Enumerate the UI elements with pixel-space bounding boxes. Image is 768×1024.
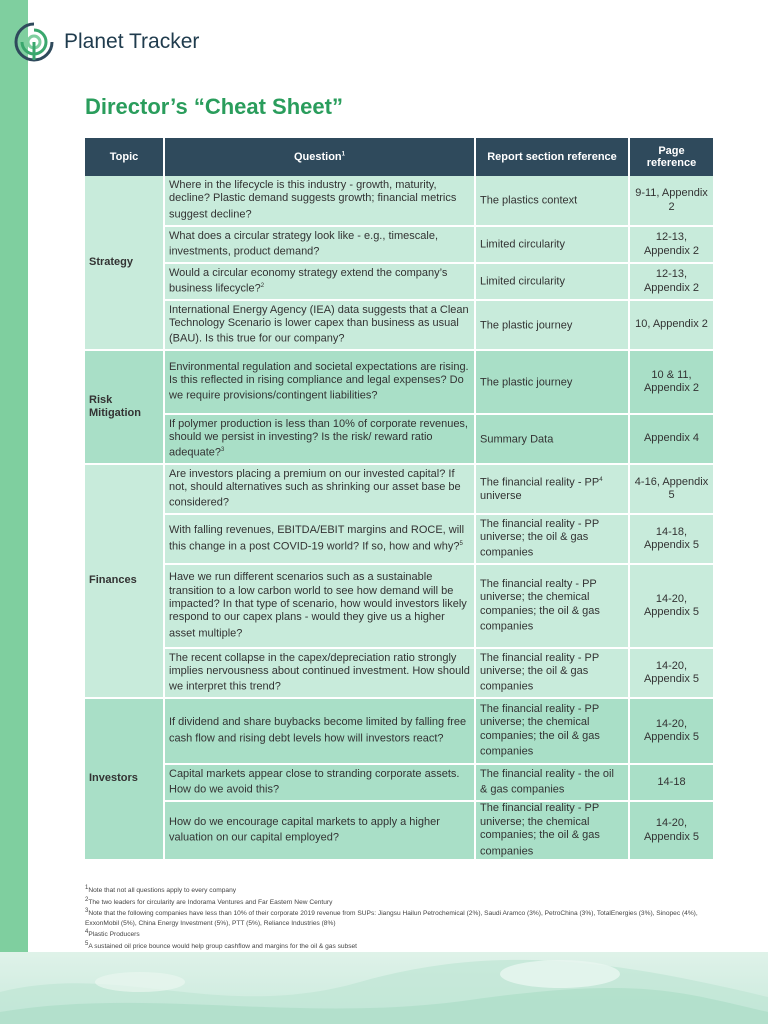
question-text: How do we encourage capital markets to apply a higher valuation on our capital employed? bbox=[169, 815, 440, 844]
page-cell: 14-20, Appendix 5 bbox=[629, 801, 713, 860]
topic-cell: Investors bbox=[85, 698, 164, 860]
cheat-sheet-table bbox=[85, 138, 713, 861]
planet-tracker-logo-icon bbox=[12, 20, 56, 64]
page-cell: 9-11, Appendix 2 bbox=[629, 176, 713, 226]
question-cell bbox=[164, 514, 475, 564]
page-cell: 10, Appendix 2 bbox=[629, 300, 713, 350]
report-text: Limited circularity bbox=[480, 276, 565, 289]
question-text: Where in the lifecycle is this industry - growth, maturity, decline? Plastic demand suggests growth; financial metrics suggest decline? bbox=[169, 179, 457, 221]
question-text: If dividend and share buybacks become limited by falling free cash flow and rising debt levels how will investors react? bbox=[169, 716, 467, 745]
footnote bbox=[85, 928, 725, 940]
header-question-note: 1 bbox=[341, 151, 345, 158]
report-text: The financial reality - the oil & gas companies bbox=[480, 767, 614, 796]
report-cell bbox=[475, 176, 629, 226]
report-cell bbox=[475, 514, 629, 564]
question-cell bbox=[164, 226, 475, 263]
report-cell bbox=[475, 300, 629, 350]
table-row bbox=[85, 514, 713, 564]
question-cell bbox=[164, 801, 475, 860]
header-question-label: Question bbox=[293, 151, 342, 163]
report-text: The financial reality - PP universe; the oil & gas companies bbox=[480, 651, 600, 694]
footnote-text: Note that not all questions apply to every company bbox=[88, 887, 237, 895]
question-text: With falling revenues, EBITDA/EBIT margins and ROCE, will this change in a post COVID-19 world? If so, how and why? bbox=[169, 524, 465, 553]
question-cell bbox=[164, 263, 475, 300]
bottom-decorative-strip bbox=[0, 952, 768, 1024]
report-cell bbox=[475, 648, 629, 698]
report-cell bbox=[475, 464, 629, 514]
report-cell bbox=[475, 263, 629, 300]
question-cell bbox=[164, 564, 475, 648]
topic-cell: Strategy bbox=[85, 176, 164, 350]
page-cell: 12-13, Appendix 2 bbox=[629, 226, 713, 263]
table-row bbox=[85, 176, 713, 226]
question-text: If polymer production is less than 10% of corporate revenues, should we persist in investing? Is the risk/ reward ratio adequate? bbox=[169, 417, 468, 460]
question-text: International Energy Agency (IEA) data suggests that a Clean Technology Scenario is lower capex than business as usual (BAU). Is this true for our company? bbox=[169, 303, 469, 346]
report-text: The plastics context bbox=[480, 195, 578, 208]
header-question bbox=[164, 138, 475, 176]
page-cell: 12-13, Appendix 2 bbox=[629, 263, 713, 300]
footnote-text: A sustained oil price bounce would help group cashflow and margins for the oil & gas subset bbox=[88, 942, 358, 950]
page-cell: 14-20, Appendix 5 bbox=[629, 648, 713, 698]
table-row bbox=[85, 414, 713, 464]
footnotes bbox=[85, 884, 725, 951]
page-cell: 10 & 11, Appendix 2 bbox=[629, 350, 713, 414]
question-text: Would a circular economy strategy extend the company’s business lifecycle? bbox=[169, 266, 448, 295]
question-cell bbox=[164, 648, 475, 698]
page-cell: 14-20, Appendix 5 bbox=[629, 564, 713, 648]
question-text: The recent collapse in the capex/depreciation ratio strongly implies nervousness about continued investment. How should we interpret this trend? bbox=[169, 651, 470, 694]
footnote-text: Plastic Producers bbox=[88, 931, 140, 939]
table-row bbox=[85, 764, 713, 801]
question-text: Environmental regulation and societal expectations are rising. Is this reflected in rising compliance and legal expenses? Do we require provisions/contingent liabilities? bbox=[169, 360, 469, 403]
report-cell bbox=[475, 414, 629, 464]
question-text: Have we run different scenarios such as a sustainable transition to a low carbon world to see how demand will be impacted? In that type of scenario, how would investors likely respond to our capex plans - would they give us a higher asset multiple? bbox=[169, 571, 467, 640]
page-title: Director’s “Cheat Sheet” bbox=[85, 94, 343, 119]
report-text: Summary Data bbox=[480, 433, 554, 446]
table-row bbox=[85, 564, 713, 648]
question-cell bbox=[164, 176, 475, 226]
report-cell bbox=[475, 226, 629, 263]
footnote-text: The two leaders for circularity are Indorama Ventures and Far Eastern New Century bbox=[88, 898, 333, 906]
question-cell bbox=[164, 414, 475, 464]
table-row bbox=[85, 300, 713, 350]
header-page: Page reference bbox=[629, 138, 713, 176]
question-cell bbox=[164, 698, 475, 764]
report-text: The financial reality - PP bbox=[480, 476, 600, 489]
table-row bbox=[85, 698, 713, 764]
table-row bbox=[85, 350, 713, 414]
report-text: The financial reality - PP universe; the oil & gas companies bbox=[480, 517, 600, 560]
question-cell bbox=[164, 350, 475, 414]
footnote-number: 4 bbox=[85, 929, 89, 936]
report-text: The plastic journey bbox=[480, 376, 573, 389]
table-row bbox=[85, 263, 713, 300]
footnote-number: 3 bbox=[85, 908, 89, 915]
table-row bbox=[85, 464, 713, 514]
question-footnote-ref: 3 bbox=[221, 447, 225, 454]
page-cell: 4-16, Appendix 5 bbox=[629, 464, 713, 514]
footnote bbox=[85, 896, 725, 908]
question-text: What does a circular strategy look like - e.g., timescale, investments, product demand? bbox=[169, 229, 438, 258]
report-cell bbox=[475, 350, 629, 414]
report-cell bbox=[475, 564, 629, 648]
report-text: The financial reality - PP universe; the chemical companies; the oil & gas companies bbox=[480, 802, 600, 858]
footnote-text: Note that the following companies have less than 10% of their corporate 2019 revenue from SUPs: Jiangsu Hailun Petrochemical (2%), Saudi Aramco (3%), PetroChina (3%), TotalEnergies (3%), Sinopec (4%), ExxonMobil (5%), China Energy Investment (5%), PTT (5%), Reliance Industries (8%) bbox=[85, 910, 698, 927]
report-cell bbox=[475, 764, 629, 801]
brand-name: Planet Tracker bbox=[64, 30, 200, 53]
question-footnote-ref: 5 bbox=[459, 540, 463, 547]
report-tail: universe bbox=[480, 490, 522, 503]
topic-cell: Finances bbox=[85, 464, 164, 698]
report-text: The financial realty - PP universe; the chemical companies; the oil & gas companies bbox=[480, 577, 600, 633]
footnote-number: 5 bbox=[85, 940, 89, 947]
table-header-row bbox=[85, 138, 713, 176]
header-report: Report section reference bbox=[475, 138, 629, 176]
report-footnote-ref: 4 bbox=[599, 477, 603, 484]
topic-cell: Risk Mitigation bbox=[85, 350, 164, 464]
table-row bbox=[85, 648, 713, 698]
footnote bbox=[85, 884, 725, 896]
question-cell bbox=[164, 764, 475, 801]
report-cell bbox=[475, 698, 629, 764]
question-cell bbox=[164, 464, 475, 514]
header-topic: Topic bbox=[85, 138, 164, 176]
report-text: The plastic journey bbox=[480, 319, 573, 332]
page-cell: 14-18 bbox=[629, 764, 713, 801]
footnote-number: 1 bbox=[85, 885, 89, 891]
table-row bbox=[85, 801, 713, 860]
report-text: The financial reality - PP universe; the chemical companies; the oil & gas companies bbox=[480, 702, 600, 758]
footnote-number: 2 bbox=[85, 896, 89, 903]
question-text: Capital markets appear close to stranding corporate assets. How do we avoid this? bbox=[169, 767, 460, 796]
footnote bbox=[85, 907, 725, 928]
question-text: Are investors placing a premium on our invested capital? If not, should alternatives such as shrinking our asset base be considered? bbox=[169, 467, 461, 510]
report-text: Limited circularity bbox=[480, 239, 565, 252]
page-cell: Appendix 4 bbox=[629, 414, 713, 464]
side-accent-bar bbox=[0, 0, 28, 1024]
page-cell: 14-20, Appendix 5 bbox=[629, 698, 713, 764]
report-cell bbox=[475, 801, 629, 860]
question-cell bbox=[164, 300, 475, 350]
page-cell: 14-18, Appendix 5 bbox=[629, 514, 713, 564]
question-footnote-ref: 2 bbox=[260, 283, 265, 290]
table-row bbox=[85, 226, 713, 263]
